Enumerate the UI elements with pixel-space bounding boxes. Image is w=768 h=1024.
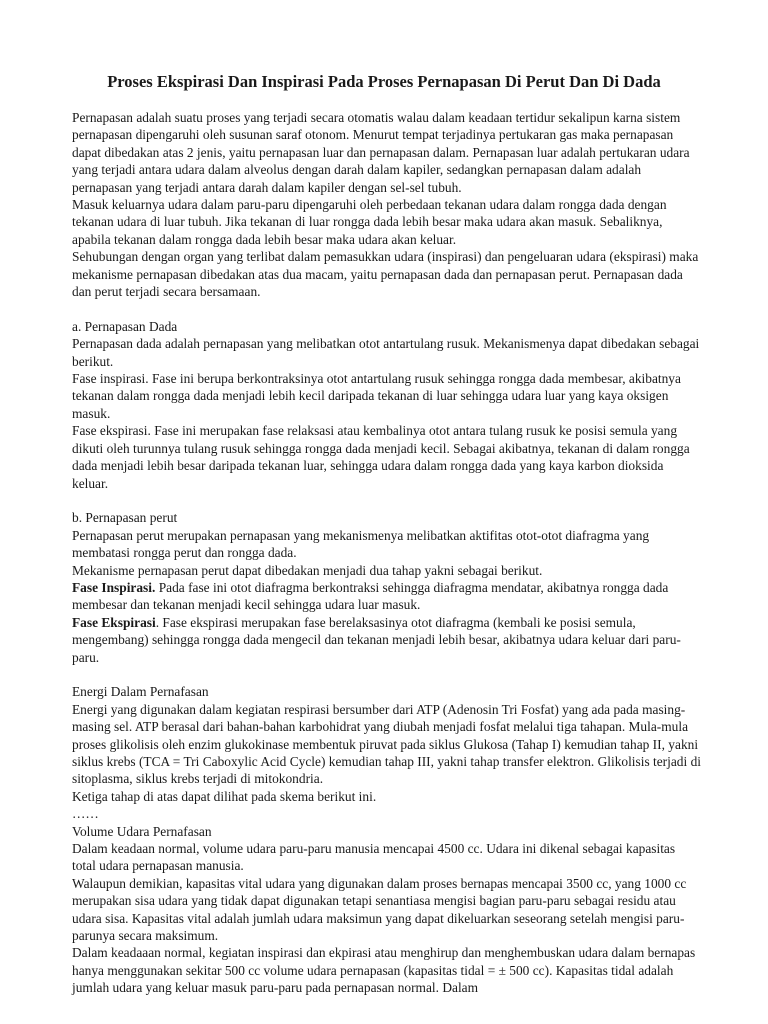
fase-ekspirasi-text: . Fase ekspirasi merupakan fase berelaksasinya otot diafragma (kembali ke posisi semula, mengembang) sehingga rongga dada mengecil dan tekanan menjadi lebih besar, akibatnya udara keluar dari paru-paru. <box>72 614 681 665</box>
perut-paragraph-1: Pernapasan perut merupakan pernapasan yang mekanismenya melibatkan aktifitas otot-otot diafragma yang membatasi rongga perut dan rongga dada. <box>72 527 650 561</box>
intro-paragraph-1: Pernapasan adalah suatu proses yang terjadi secara otomatis walau dalam keadaan tertidur sekalipun karna sistem pernapasan dipengaruhi oleh susunan saraf otonom. Menurut tempat terjadinya pertukaran gas maka pernapasan dapat dibedakan atas 2 jenis, yaitu pernapasan luar dan pernapasan dalam. Pernapasan luar adalah pertukaran udara yang terjadi antara udara dalam alveolus dengan darah dalam kapiler, sedangkan pernapasan dalam adalah pernapasan yang terjadi antara darah dalam kapiler dengan sel-sel tubuh. <box>72 110 690 195</box>
fase-inspirasi-label: Fase Inspirasi. <box>72 579 156 595</box>
spacer <box>72 300 702 317</box>
document-title: Proses Ekspirasi Dan Inspirasi Pada Proses Pernapasan Di Perut Dan Di Dada <box>107 72 661 91</box>
perut-paragraph-4 <box>72 614 702 666</box>
perut-paragraph-2: Mekanisme pernapasan perut dapat dibedakan menjadi dua tahap yakni sebagai berikut. <box>72 562 543 578</box>
intro-paragraph-2: Masuk keluarnya udara dalam paru-paru dipengaruhi oleh perbedaan tekanan udara dalam rongga dada dengan tekanan udara di luar tubuh. Jika tekanan di luar rongga dada lebih besar maka udara akan masuk. Sebaliknya, apabila tekanan dalam rongga dada lebih besar maka udara akan keluar. <box>72 197 667 247</box>
dada-paragraph-2: Fase inspirasi. Fase ini berupa berkontraksinya otot antartulang rusuk sehingga rongga dada membesar, akibatnya tekanan dalam rongga dada menjadi lebih kecil daripada tekanan di luar sehingga udara luar yang kaya oksigen masuk. <box>72 371 681 421</box>
document-body <box>72 109 702 997</box>
spacer <box>72 666 702 683</box>
section-heading-volume: Volume Udara Pernafasan <box>72 823 212 839</box>
energi-paragraph-2: Ketiga tahap di atas dapat dilihat pada skema berikut ini. <box>72 788 377 804</box>
dada-paragraph-1: Pernapasan dada adalah pernapasan yang melibatkan otot antartulang rusuk. Mekanismenya dapat dibedakan sebagai berikut. <box>72 336 700 369</box>
section-heading-dada: a. Pernapasan Dada <box>72 318 178 334</box>
fase-ekspirasi-label: Fase Ekspirasi <box>72 614 156 630</box>
volume-paragraph-1: Dalam keadaan normal, volume udara paru-paru manusia mencapai 4500 cc. Udara ini dikenal sebagai kapasitas total udara pernapasan manusia. <box>72 841 676 874</box>
section-heading-perut: b. Pernapasan perut <box>72 510 178 526</box>
section-heading-energi: Energi Dalam Pernafasan <box>72 684 209 700</box>
volume-paragraph-2: Walaupun demikian, kapasitas vital udara yang digunakan dalam proses bernapas mencapai 3500 cc, yang 1000 cc merupakan sisa udara yang tidak dapat digunakan tetapi senantiasa mengisi bagian paru-paru sebagai residu atau udara sisa. Kapasitas vital adalah jumlah udara maksimun yang dapat dikeluarkan seseorang setelah mengisi paru-parunya secara maksimum. <box>72 875 687 944</box>
perut-paragraph-3 <box>72 579 702 614</box>
volume-paragraph-3: Dalam keadaaan normal, kegiatan inspirasi dan ekpirasi atau menghirup dan menghembuskan udara dalam bernapas hanya menggunakan sekitar 500 cc volume udara pernapasan (kapasitas tidal = ± 500 cc). Kapasitas tidal adalah jumlah udara yang keluar masuk paru-paru pada pernapasan normal. Dalam <box>72 945 696 996</box>
fase-inspirasi-text: Pada fase ini otot diafragma berkontraksi sehingga diafragma mendatar, akibatnya rongga dada membesar dan tekanan menjadi kecil sehingga udara luar masuk. <box>72 579 669 613</box>
energi-paragraph-1: Energi yang digunakan dalam kegiatan respirasi bersumber dari ATP (Adenosin Tri Fosfat) yang ada pada masing-masing sel. ATP berasal dari bahan-bahan karbohidrat yang diubah menjadi fosfat melalui tiga tahapan. Mula-mula proses glikolisis oleh enzim glukokinase membentuk piruvat pada siklus Glukosa (Tahap I) kemudian tahap II, yakni siklus krebs (TCA = Tri Caboxylic Acid Cycle) kemudian tahap III, yakni tahap transfer elektron. Glikolisis terjadi di sitoplasma, siklus krebs terjadi di mitokondria. <box>72 701 701 787</box>
energi-ellipsis: …… <box>72 806 99 822</box>
dada-paragraph-3: Fase ekspirasi. Fase ini merupakan fase relaksasi atau kembalinya otot antara tulang rusuk ke posisi semula yang dikuti oleh turunnya tulang rusuk sehingga rongga dada menjadi kecil. Sebagai akibatnya, tekanan di dalam rongga dada menjadi lebih besar daripada tekanan luar, sehingga udara dalam rongga dada yang kaya karbon dioksida keluar. <box>72 423 690 491</box>
intro-paragraph-3: Sehubungan dengan organ yang terlibat dalam pemasukkan udara (inspirasi) dan pengeluaran udara (ekspirasi) maka mekanisme pernapasan dibedakan atas dua macam, yaitu pernapasan dada dan pernapasan perut. Pernapasan dada dan perut terjadi secara bersamaan. <box>72 249 699 300</box>
spacer <box>72 492 702 509</box>
